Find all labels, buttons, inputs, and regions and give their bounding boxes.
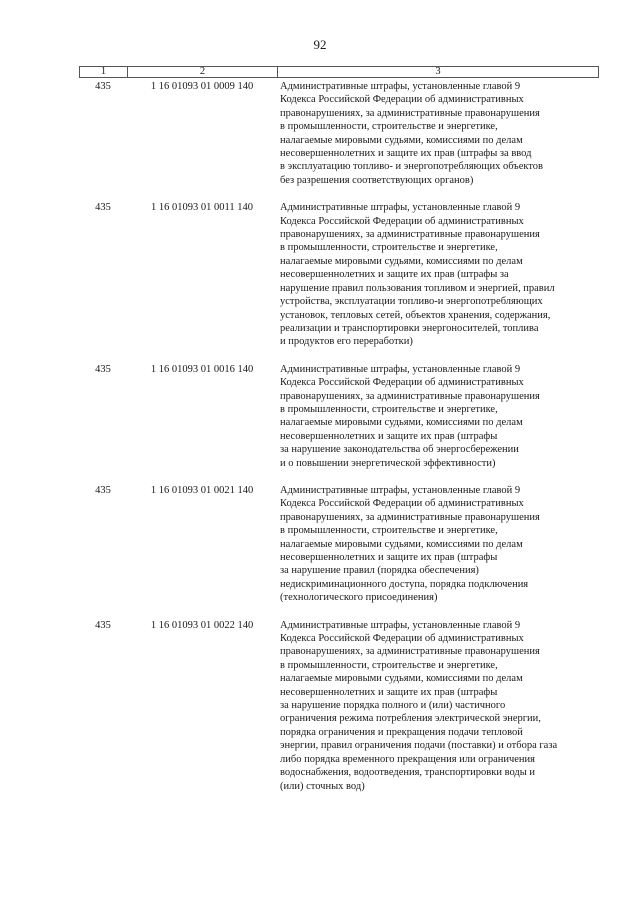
description-line: водоснабжения, водоотведения, транспортировки воды и — [280, 767, 536, 779]
description-line: в промышленности, строительстве и энергетике, — [280, 242, 498, 254]
admin-code: 435 — [95, 363, 111, 375]
admin-code: 435 — [95, 484, 111, 496]
column-header-row — [80, 67, 599, 78]
description-line: несовершеннолетних и защите их прав (штрафы — [280, 430, 498, 442]
description-line: несовершеннолетних и защите их прав (штрафы за — [280, 269, 509, 281]
description-line: Кодекса Российской Федерации об административных — [280, 215, 524, 227]
description-line: в промышленности, строительстве и энергетике, — [280, 403, 498, 415]
admin-code: 435 — [95, 81, 111, 92]
revenue-description — [277, 80, 599, 187]
description-line: (технологического присоединения) — [280, 592, 438, 604]
description-line: Кодекса Российской Федерации об административных — [280, 377, 524, 389]
description-line: в эксплуатацию топливо- и энергопотребляющих объектов — [280, 161, 544, 173]
description-line: установок, тепловых сетей, объектов хранения, содержания, — [280, 309, 551, 321]
revenue-description — [277, 484, 599, 605]
description-line: либо порядка временного прекращения или ограничения — [280, 753, 535, 765]
table-row — [79, 619, 599, 793]
description-line: правонарушениях, за административные правонарушения — [280, 229, 540, 241]
description-line: в промышленности, строительстве и энергетике, — [280, 659, 498, 671]
description-line: порядка ограничения и прекращения подачи тепловой — [280, 726, 523, 738]
description-line: налагаемые мировыми судьями, комиссиями по делам — [280, 673, 523, 685]
description-line: за нарушение порядка полного и (или) частичного — [280, 700, 506, 712]
page-number: 92 — [313, 37, 327, 52]
revenue-description — [277, 201, 599, 348]
description-line: правонарушениях, за административные правонарушения — [280, 511, 540, 523]
description-line: за нарушение правил (порядка обеспечения) — [280, 565, 479, 577]
budget-code-list — [79, 80, 599, 793]
description-line: налагаемые мировыми судьями, комиссиями по делам — [280, 134, 523, 146]
budget-classification-code: 1 16 01093 01 0022 140 — [150, 619, 254, 631]
column-header-2: 2 — [128, 67, 278, 78]
description-line: и о повышении энергетической эффективности) — [280, 457, 496, 469]
description-line: недискриминационного доступа, порядка подключения — [280, 578, 529, 590]
revenue-description — [277, 619, 599, 793]
description-line: в промышленности, строительстве и энергетике, — [280, 525, 498, 537]
column-header-3: 3 — [278, 67, 599, 78]
description-line: реализации и транспортировки энергоносителей, топлива — [280, 322, 539, 334]
description-line: без разрешения соответствующих органов) — [280, 174, 474, 186]
description-line: Административные штрафы, установленные главой 9 — [280, 484, 521, 496]
admin-code: 435 — [95, 619, 111, 631]
description-line: правонарушениях, за административные правонарушения — [280, 107, 540, 119]
table-row — [79, 201, 599, 348]
budget-classification-code: 1 16 01093 01 0016 140 — [150, 363, 254, 375]
description-line: налагаемые мировыми судьями, комиссиями по делам — [280, 255, 523, 267]
description-line: энергии, правил ограничения подачи (поставки) и отбора газа — [280, 740, 558, 752]
description-line: Административные штрафы, установленные главой 9 — [280, 363, 521, 375]
description-line: нарушение правил пользования топливом и энергией, правил — [280, 282, 555, 294]
column-header-table — [79, 66, 599, 78]
revenue-description — [277, 363, 599, 470]
description-line: Кодекса Российской Федерации об административных — [280, 498, 524, 510]
description-line: и продуктов его переработки) — [280, 336, 413, 348]
admin-code: 435 — [95, 202, 111, 214]
description-line: устройства, эксплуатации топливо-и энергопотребляющих — [280, 296, 543, 308]
description-line: ограничения режима потребления электрической энергии, — [280, 713, 541, 725]
table-row — [79, 80, 599, 187]
description-line: несовершеннолетних и защите их прав (штрафы за ввод — [280, 148, 532, 160]
table-row — [79, 484, 599, 605]
budget-classification-code: 1 16 01093 01 0009 140 — [150, 81, 254, 92]
budget-classification-code: 1 16 01093 01 0011 140 — [151, 202, 253, 214]
description-line: несовершеннолетних и защите их прав (штрафы — [280, 686, 498, 698]
description-line: за нарушение законодательства об энергосбережении — [280, 444, 519, 456]
description-line: Кодекса Российской Федерации об административных — [280, 94, 524, 106]
description-line: в промышленности, строительстве и энергетике, — [280, 121, 498, 133]
description-line: Административные штрафы, установленные главой 9 — [280, 202, 521, 214]
description-line: Кодекса Российской Федерации об административных — [280, 633, 524, 645]
description-line: Административные штрафы, установленные главой 9 — [280, 619, 521, 631]
description-line: несовершеннолетних и защите их прав (штрафы — [280, 552, 498, 563]
column-header-1: 1 — [80, 67, 128, 78]
description-line: (или) сточных вод) — [280, 780, 365, 792]
description-line: налагаемые мировыми судьями, комиссиями по делам — [280, 538, 523, 550]
description-line: правонарушениях, за административные правонарушения — [280, 646, 540, 658]
description-line: Административные штрафы, установленные главой 9 — [280, 81, 521, 92]
table-row — [79, 363, 599, 470]
budget-classification-code: 1 16 01093 01 0021 140 — [150, 484, 254, 496]
description-line: правонарушениях, за административные правонарушения — [280, 390, 540, 402]
description-line: налагаемые мировыми судьями, комиссиями по делам — [280, 417, 523, 429]
